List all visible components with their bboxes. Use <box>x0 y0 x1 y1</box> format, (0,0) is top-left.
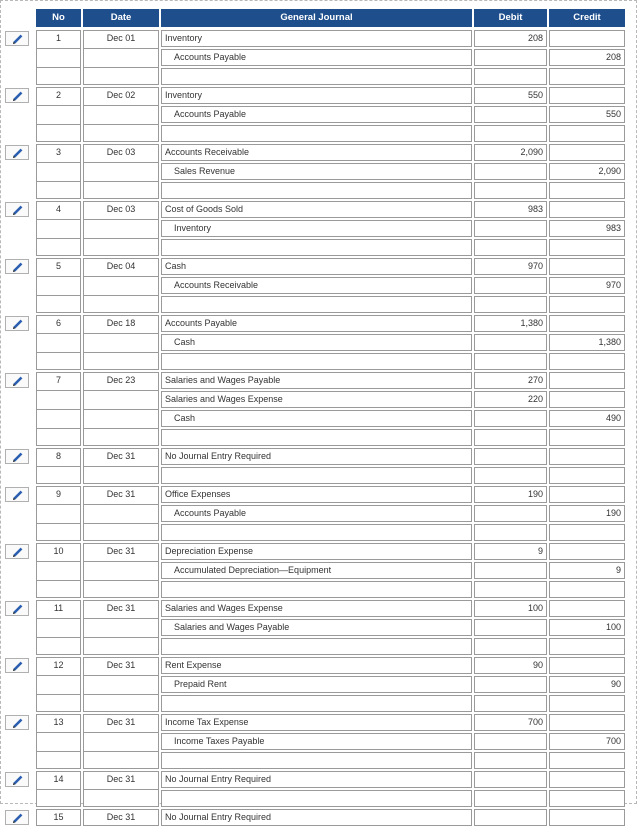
row-divider <box>36 428 81 429</box>
edit-entry-icon[interactable] <box>5 145 29 160</box>
entry-date: Dec 03 <box>83 144 159 199</box>
entry-date: Dec 31 <box>83 543 159 598</box>
credit-field[interactable] <box>549 524 625 541</box>
debit-field[interactable]: 983 <box>474 201 547 218</box>
account-field[interactable]: Office Expenses <box>161 486 472 503</box>
credit-field[interactable] <box>549 353 625 370</box>
row-divider <box>36 637 81 638</box>
credit-field[interactable]: 700 <box>549 733 625 750</box>
entry-number: 13 <box>36 714 81 769</box>
debit-field[interactable]: 970 <box>474 258 547 275</box>
credit-field[interactable] <box>549 315 625 332</box>
debit-field[interactable] <box>474 68 547 85</box>
credit-field[interactable] <box>549 201 625 218</box>
edit-entry-icon[interactable] <box>5 810 29 825</box>
debit-field[interactable]: 700 <box>474 714 547 731</box>
debit-field[interactable]: 270 <box>474 372 547 389</box>
account-field[interactable]: Income Taxes Payable <box>161 733 472 750</box>
account-field[interactable] <box>161 125 472 142</box>
edit-entry-icon[interactable] <box>5 373 29 388</box>
debit-field[interactable] <box>474 752 547 769</box>
credit-field[interactable] <box>549 182 625 199</box>
account-field[interactable] <box>161 429 472 446</box>
row-divider <box>83 675 159 676</box>
row-divider <box>83 504 159 505</box>
row-divider <box>36 390 81 391</box>
row-divider <box>36 48 81 49</box>
row-divider <box>36 276 81 277</box>
header-date: Date <box>83 9 159 27</box>
entry-number: 1 <box>36 30 81 85</box>
entry-date: Dec 18 <box>83 315 159 370</box>
entry-date: Dec 31 <box>83 657 159 712</box>
debit-field[interactable] <box>474 467 547 484</box>
edit-entry-icon[interactable] <box>5 449 29 464</box>
credit-field[interactable] <box>549 144 625 161</box>
debit-field[interactable] <box>474 733 547 750</box>
debit-field[interactable] <box>474 429 547 446</box>
account-field[interactable] <box>161 182 472 199</box>
row-divider <box>36 580 81 581</box>
row-divider <box>83 333 159 334</box>
credit-field[interactable] <box>549 714 625 731</box>
row-divider <box>83 428 159 429</box>
edit-entry-icon[interactable] <box>5 658 29 673</box>
credit-field[interactable]: 190 <box>549 505 625 522</box>
row-divider <box>83 105 159 106</box>
account-field[interactable]: Accumulated Depreciation—Equipment <box>161 562 472 579</box>
row-divider <box>36 105 81 106</box>
entry-number: 11 <box>36 600 81 655</box>
account-field[interactable] <box>161 638 472 655</box>
row-divider <box>83 219 159 220</box>
account-field[interactable]: Accounts Receivable <box>161 277 472 294</box>
account-field[interactable]: Accounts Payable <box>161 315 472 332</box>
credit-field[interactable] <box>549 125 625 142</box>
entry-date: Dec 02 <box>83 87 159 142</box>
debit-field[interactable] <box>474 809 547 826</box>
entry-number: 6 <box>36 315 81 370</box>
entry-date: Dec 31 <box>83 600 159 655</box>
credit-field[interactable] <box>549 638 625 655</box>
row-divider <box>83 276 159 277</box>
account-field[interactable]: Depreciation Expense <box>161 543 472 560</box>
row-divider <box>36 181 81 182</box>
account-field[interactable]: Salaries and Wages Payable <box>161 619 472 636</box>
credit-field[interactable]: 983 <box>549 220 625 237</box>
row-divider <box>36 789 81 790</box>
row-divider <box>83 618 159 619</box>
row-divider <box>36 694 81 695</box>
credit-field[interactable]: 9 <box>549 562 625 579</box>
row-divider <box>36 618 81 619</box>
credit-field[interactable] <box>549 600 625 617</box>
debit-field[interactable] <box>474 524 547 541</box>
credit-field[interactable] <box>549 87 625 104</box>
account-field[interactable] <box>161 68 472 85</box>
debit-field[interactable] <box>474 790 547 807</box>
account-field[interactable] <box>161 790 472 807</box>
account-field[interactable]: Salaries and Wages Expense <box>161 600 472 617</box>
debit-field[interactable] <box>474 676 547 693</box>
entry-date: Dec 31 <box>83 448 159 484</box>
row-divider <box>83 561 159 562</box>
row-divider <box>36 732 81 733</box>
credit-field[interactable]: 90 <box>549 676 625 693</box>
account-field[interactable]: Inventory <box>161 87 472 104</box>
credit-field[interactable]: 550 <box>549 106 625 123</box>
row-divider <box>36 504 81 505</box>
edit-entry-icon[interactable] <box>5 715 29 730</box>
account-field[interactable]: Prepaid Rent <box>161 676 472 693</box>
entry-number: 14 <box>36 771 81 807</box>
credit-field[interactable] <box>549 809 625 826</box>
debit-field[interactable] <box>474 695 547 712</box>
debit-field[interactable] <box>474 581 547 598</box>
account-field[interactable] <box>161 239 472 256</box>
debit-field[interactable] <box>474 448 547 465</box>
entry-number: 9 <box>36 486 81 541</box>
entry-date: Dec 01 <box>83 30 159 85</box>
account-field[interactable]: Accounts Payable <box>161 505 472 522</box>
credit-field[interactable] <box>549 467 625 484</box>
row-divider <box>83 732 159 733</box>
header-debit: Debit <box>474 9 547 27</box>
row-divider <box>36 238 81 239</box>
credit-field[interactable]: 1,380 <box>549 334 625 351</box>
row-divider <box>83 352 159 353</box>
row-divider <box>83 124 159 125</box>
debit-field[interactable] <box>474 410 547 427</box>
debit-field[interactable] <box>474 771 547 788</box>
row-divider <box>36 675 81 676</box>
edit-entry-icon[interactable] <box>5 31 29 46</box>
row-divider <box>36 295 81 296</box>
entry-date: Dec 31 <box>83 771 159 807</box>
account-field[interactable]: Cash <box>161 258 472 275</box>
debit-field[interactable] <box>474 182 547 199</box>
row-divider <box>83 181 159 182</box>
credit-field[interactable]: 100 <box>549 619 625 636</box>
credit-field[interactable] <box>549 581 625 598</box>
edit-entry-icon[interactable] <box>5 487 29 502</box>
entry-number: 10 <box>36 543 81 598</box>
credit-field[interactable] <box>549 448 625 465</box>
row-divider <box>83 789 159 790</box>
debit-field[interactable]: 1,380 <box>474 315 547 332</box>
edit-entry-icon[interactable] <box>5 259 29 274</box>
debit-field[interactable]: 208 <box>474 30 547 47</box>
credit-field[interactable] <box>549 771 625 788</box>
credit-field[interactable] <box>549 296 625 313</box>
debit-field[interactable] <box>474 334 547 351</box>
row-divider <box>36 67 81 68</box>
account-field[interactable]: Salaries and Wages Payable <box>161 372 472 389</box>
entry-number: 4 <box>36 201 81 256</box>
credit-field[interactable]: 2,090 <box>549 163 625 180</box>
entry-number: 5 <box>36 258 81 313</box>
edit-entry-icon[interactable] <box>5 544 29 559</box>
entry-date: Dec 31 <box>83 809 159 826</box>
debit-field[interactable]: 100 <box>474 600 547 617</box>
entry-number: 15 <box>36 809 81 826</box>
credit-field[interactable] <box>549 372 625 389</box>
credit-field[interactable]: 208 <box>549 49 625 66</box>
credit-field[interactable] <box>549 486 625 503</box>
debit-field[interactable] <box>474 296 547 313</box>
edit-entry-icon[interactable] <box>5 601 29 616</box>
credit-field[interactable] <box>549 429 625 446</box>
account-field[interactable]: No Journal Entry Required <box>161 809 472 826</box>
row-divider <box>36 523 81 524</box>
account-field[interactable] <box>161 752 472 769</box>
row-divider <box>83 694 159 695</box>
row-divider <box>83 409 159 410</box>
credit-field[interactable] <box>549 752 625 769</box>
row-divider <box>83 238 159 239</box>
debit-field[interactable]: 90 <box>474 657 547 674</box>
row-divider <box>83 637 159 638</box>
account-field[interactable]: Salaries and Wages Expense <box>161 391 472 408</box>
debit-field[interactable] <box>474 163 547 180</box>
entry-number: 7 <box>36 372 81 446</box>
credit-field[interactable] <box>549 258 625 275</box>
debit-field[interactable]: 9 <box>474 543 547 560</box>
row-divider <box>83 751 159 752</box>
entry-date: Dec 23 <box>83 372 159 446</box>
debit-field[interactable] <box>474 638 547 655</box>
row-divider <box>83 390 159 391</box>
debit-field[interactable] <box>474 220 547 237</box>
row-divider <box>83 162 159 163</box>
debit-field[interactable]: 550 <box>474 87 547 104</box>
entry-date: Dec 31 <box>83 486 159 541</box>
account-field[interactable]: Accounts Payable <box>161 106 472 123</box>
debit-field[interactable]: 190 <box>474 486 547 503</box>
header-credit: Credit <box>549 9 625 27</box>
credit-field[interactable] <box>549 790 625 807</box>
row-divider <box>36 466 81 467</box>
entry-number: 12 <box>36 657 81 712</box>
account-field[interactable]: Cost of Goods Sold <box>161 201 472 218</box>
row-divider <box>36 162 81 163</box>
credit-field[interactable] <box>549 68 625 85</box>
credit-field[interactable] <box>549 657 625 674</box>
account-field[interactable]: Inventory <box>161 30 472 47</box>
row-divider <box>36 333 81 334</box>
entry-number: 8 <box>36 448 81 484</box>
account-field[interactable] <box>161 524 472 541</box>
row-divider <box>36 219 81 220</box>
row-divider <box>36 561 81 562</box>
credit-field[interactable] <box>549 695 625 712</box>
credit-field[interactable]: 970 <box>549 277 625 294</box>
credit-field[interactable] <box>549 543 625 560</box>
debit-field[interactable]: 2,090 <box>474 144 547 161</box>
row-divider <box>83 523 159 524</box>
account-field[interactable]: Sales Revenue <box>161 163 472 180</box>
account-field[interactable]: Cash <box>161 410 472 427</box>
row-divider <box>83 67 159 68</box>
account-field[interactable] <box>161 296 472 313</box>
header-general-journal: General Journal <box>161 9 472 27</box>
debit-field[interactable] <box>474 619 547 636</box>
account-field[interactable]: Inventory <box>161 220 472 237</box>
credit-field[interactable] <box>549 239 625 256</box>
account-field[interactable]: Rent Expense <box>161 657 472 674</box>
account-field[interactable]: Cash <box>161 334 472 351</box>
row-divider <box>83 295 159 296</box>
debit-field[interactable] <box>474 49 547 66</box>
debit-field[interactable] <box>474 239 547 256</box>
account-field[interactable]: Accounts Receivable <box>161 144 472 161</box>
row-divider <box>36 352 81 353</box>
debit-field[interactable]: 220 <box>474 391 547 408</box>
credit-field[interactable] <box>549 391 625 408</box>
entry-number: 3 <box>36 144 81 199</box>
account-field[interactable] <box>161 695 472 712</box>
entry-number: 2 <box>36 87 81 142</box>
debit-field[interactable] <box>474 277 547 294</box>
row-divider <box>83 48 159 49</box>
edit-entry-icon[interactable] <box>5 316 29 331</box>
account-field[interactable]: No Journal Entry Required <box>161 448 472 465</box>
debit-field[interactable] <box>474 505 547 522</box>
edit-entry-icon[interactable] <box>5 202 29 217</box>
row-divider <box>83 466 159 467</box>
account-field[interactable] <box>161 581 472 598</box>
row-divider <box>36 124 81 125</box>
row-divider <box>36 751 81 752</box>
entry-date: Dec 04 <box>83 258 159 313</box>
header-no: No <box>36 9 81 27</box>
account-field[interactable] <box>161 467 472 484</box>
credit-field[interactable]: 490 <box>549 410 625 427</box>
account-field[interactable] <box>161 353 472 370</box>
entry-date: Dec 31 <box>83 714 159 769</box>
credit-field[interactable] <box>549 30 625 47</box>
account-field[interactable]: Income Tax Expense <box>161 714 472 731</box>
row-divider <box>83 580 159 581</box>
edit-entry-icon[interactable] <box>5 88 29 103</box>
account-field[interactable]: No Journal Entry Required <box>161 771 472 788</box>
debit-field[interactable] <box>474 562 547 579</box>
account-field[interactable]: Accounts Payable <box>161 49 472 66</box>
entry-date: Dec 03 <box>83 201 159 256</box>
edit-entry-icon[interactable] <box>5 772 29 787</box>
debit-field[interactable] <box>474 353 547 370</box>
debit-field[interactable] <box>474 106 547 123</box>
row-divider <box>36 409 81 410</box>
debit-field[interactable] <box>474 125 547 142</box>
